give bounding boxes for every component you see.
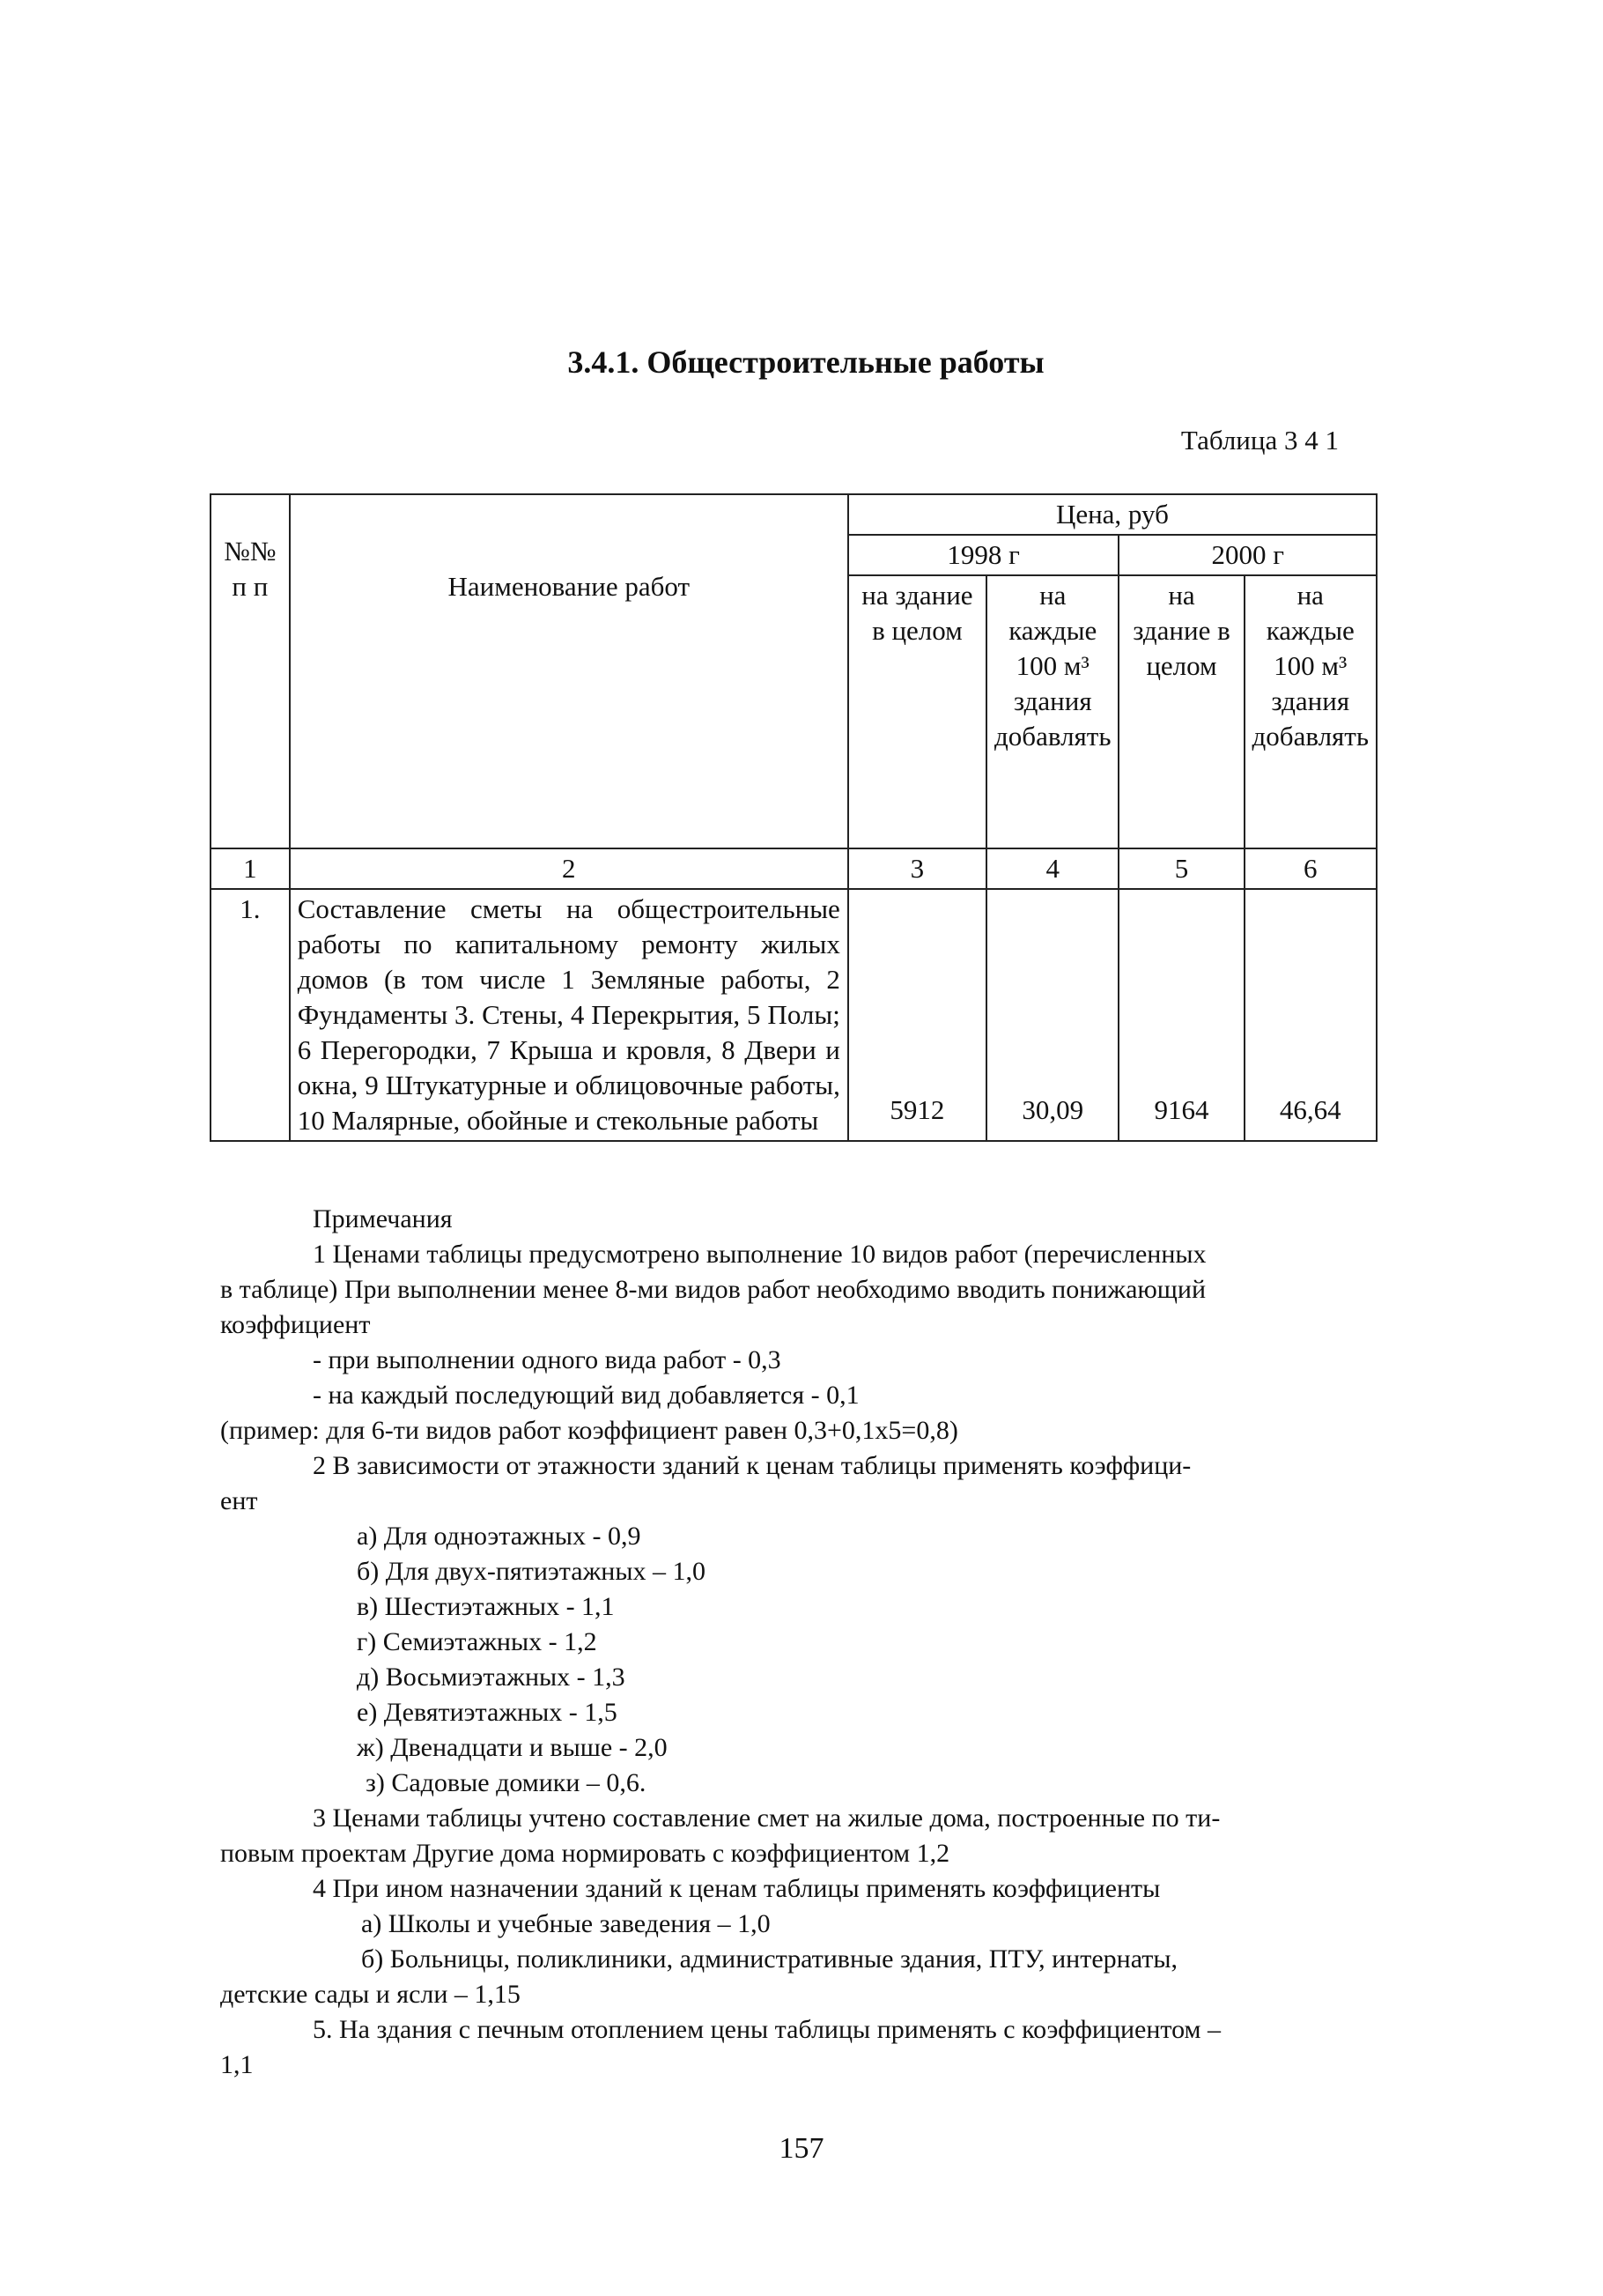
header-work-name-label: Наименование работ <box>447 571 691 602</box>
note-1-dash-item: - при выполнении одного вида работ - 0,3 <box>313 1345 781 1374</box>
note-1-line: в таблице) При выполнении менее 8-ми видов работ необходимо вводить понижающий <box>220 1275 1207 1304</box>
price-table <box>210 493 1378 1142</box>
table-reference: Таблица 3 4 1 <box>1180 425 1339 455</box>
note-2-item: г) Семиэтажных - 1,2 <box>357 1627 597 1656</box>
col-number: 4 <box>986 848 1119 889</box>
header-year-2000: 2000 г <box>1119 535 1377 575</box>
row-price-1998-whole: 5912 <box>848 889 986 1141</box>
header-number-label: №№ п п <box>224 536 277 602</box>
header-year-1998: 1998 г <box>848 535 1119 575</box>
note-2-item: е) Девятиэтажных - 1,5 <box>357 1698 617 1727</box>
note-3-line: повым проектам Другие дома нормировать с коэффициентом 1,2 <box>220 1839 950 1868</box>
header-2000-whole: на здание в целом <box>1119 575 1244 848</box>
note-2-item: д) Восьмиэтажных - 1,3 <box>357 1663 625 1692</box>
row-price-1998-per100: 30,09 <box>986 889 1119 1141</box>
col-number: 5 <box>1119 848 1244 889</box>
col-number: 2 <box>290 848 848 889</box>
note-4-line: 4 При ином назначении зданий к ценам таблицы применять коэффициенты <box>313 1874 1161 1903</box>
note-5-line: 5. На здания с печным отоплением цены таблицы применять с коэффициентом – <box>313 2015 1222 2044</box>
row-price-2000-per100: 46,64 <box>1245 889 1377 1141</box>
note-2-line: ент <box>220 1486 258 1515</box>
note-1-line: 1 Ценами таблицы предусмотрено выполнение 10 видов работ (перечисленных <box>313 1240 1207 1269</box>
note-2-item: в) Шестиэтажных - 1,1 <box>357 1592 615 1621</box>
note-4-item: б) Больницы, поликлиники, административные здания, ПТУ, интернаты, <box>361 1944 1178 1974</box>
note-1-line: коэффициент <box>220 1310 371 1339</box>
row-work-name: Составление сметы на общестроительные работы по капитальному ремонту жилых домов (в том числе 1 Земляные работы, 2 Фундаменты 3. Стены, 4 Перекрытия, 5 Полы; 6 Перегородки, 7 Крыша и кровля, 8 Двери и окна, 9 Штукатурные и облицовочные работы, 10 Малярные, обойные и стекольные работы <box>290 889 848 1141</box>
note-3-line: 3 Ценами таблицы учтено составление смет на жилые дома, построенные по ти- <box>313 1803 1221 1833</box>
header-price: Цена, руб <box>848 494 1377 535</box>
col-number: 3 <box>848 848 986 889</box>
note-4-item: а) Школы и учебные заведения – 1,0 <box>361 1909 771 1938</box>
note-1-example: (пример: для 6-ти видов работ коэффициент равен 0,3+0,1х5=0,8) <box>220 1416 958 1445</box>
col-number: 6 <box>1245 848 1377 889</box>
header-2000-per100: на каждые 100 м³ здания добавлять <box>1245 575 1377 848</box>
table-row <box>211 889 1377 1141</box>
section-title: 3.4.1. Общестроительные работы <box>567 344 1045 380</box>
column-number-row <box>211 848 1377 889</box>
header-work-name <box>290 494 848 848</box>
header-1998-whole: на здание в целом <box>848 575 986 848</box>
col-number: 1 <box>211 848 290 889</box>
note-2-item: б) Для двух-пятиэтажных – 1,0 <box>357 1557 706 1586</box>
header-number <box>211 494 290 848</box>
note-5-line: 1,1 <box>220 2050 254 2079</box>
note-2-line: 2 В зависимости от этажности зданий к ценам таблицы применять коэффици- <box>313 1451 1192 1480</box>
row-number: 1. <box>211 889 290 1141</box>
row-price-2000-whole: 9164 <box>1119 889 1244 1141</box>
page-number: 157 <box>779 2132 824 2165</box>
header-1998-per100: на каждые 100 м³ здания добавлять <box>986 575 1119 848</box>
notes-section <box>220 1202 1365 2083</box>
note-1-dash-item: - на каждый последующий вид добавляется - 0,1 <box>313 1381 860 1410</box>
notes-heading: Примечания <box>313 1204 453 1233</box>
note-2-item: ж) Двенадцати и выше - 2,0 <box>357 1733 668 1762</box>
note-2-item: з) Садовые домики – 0,6. <box>366 1768 646 1797</box>
note-4-item: детские сады и ясли – 1,15 <box>220 1980 521 2009</box>
note-2-item: а) Для одноэтажных - 0,9 <box>357 1522 641 1551</box>
